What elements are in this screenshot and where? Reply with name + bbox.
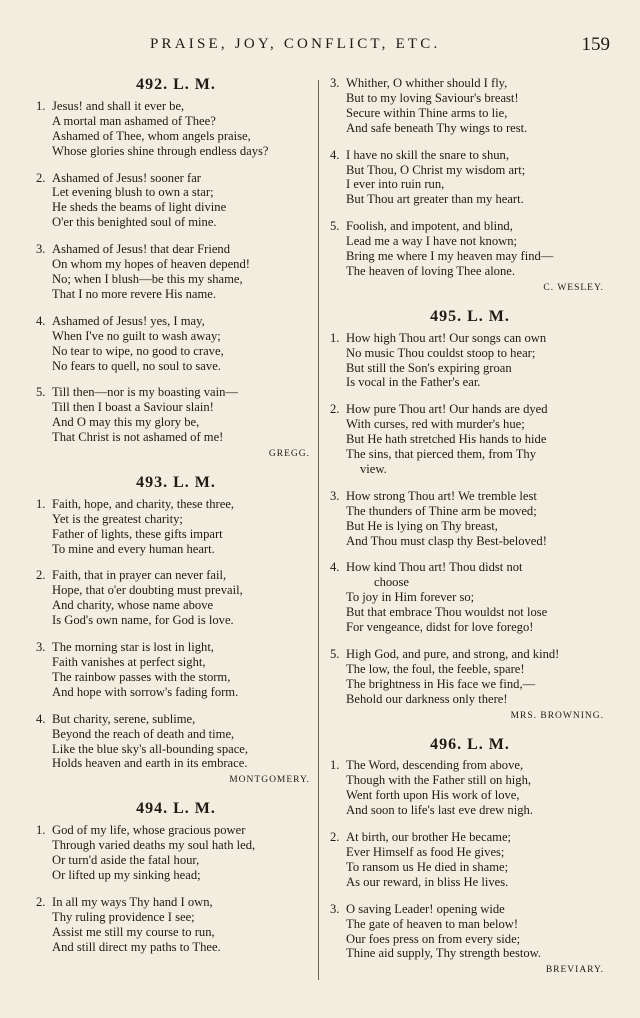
hymn-495-title: 495. L. M. (430, 307, 510, 325)
verse-line: The low, the foul, the feeble, spare! (346, 661, 525, 676)
hymn-493-author: MONTGOMERY. (229, 775, 310, 786)
hymn-496-verse-1 (330, 758, 610, 818)
hymn-494-verse-4 (330, 148, 610, 208)
verse-line: Secure within Thine arms to lie, (346, 105, 508, 120)
hymn-494-verse-3 (330, 76, 610, 136)
verse-line: The Word, descending from above, (346, 758, 524, 773)
verse-line: Behold our darkness only there! (346, 691, 508, 706)
hymn-493-verse-4 (36, 712, 316, 772)
verse-line: Till then I boast a Saviour slain! (52, 400, 214, 415)
verse-line: How strong Thou art! We tremble lest (346, 488, 537, 503)
hymn-495-verse-1 (330, 331, 610, 391)
verse-number: 5. (330, 647, 340, 661)
hymn-496-title: 496. L. M. (430, 735, 510, 753)
page-number: 159 (581, 34, 610, 55)
verse-line: At birth, our brother He became; (346, 830, 512, 845)
verse-number: 3. (330, 901, 340, 916)
hymn-493-verse-1 (36, 497, 316, 557)
hymn-495-verse-2 (330, 402, 610, 477)
verse-line: Whither, O whither should I fly, (346, 76, 508, 90)
verse-line: Till then—nor is my boasting vain— (52, 385, 238, 400)
verse-line: Our foes press on from every side; (346, 931, 521, 946)
verse-line: The thunders of Thine arm be moved; (346, 503, 537, 518)
verse-line: And still direct my paths to Thee. (52, 939, 221, 954)
verse-line: And hope with sorrow's fading form. (52, 684, 239, 699)
verse-line: And safe beneath Thy wings to rest. (346, 120, 528, 135)
verse-line: No music Thou couldst stoop to hear; (346, 345, 536, 360)
verse-line: Ashamed of Jesus! that dear Friend (52, 242, 231, 257)
hymn-495-author: MRS. BROWNING. (510, 710, 604, 721)
verse-number: 1. (330, 330, 340, 345)
verse-number: 2. (36, 170, 46, 185)
verse-number: 4. (330, 560, 340, 575)
verse-number: 5. (36, 385, 46, 400)
hymn-496-author: BREVIARY. (545, 965, 604, 976)
hymn-496-verse-3 (330, 902, 610, 962)
hymn-492-verse-1 (36, 99, 316, 159)
verse-line: And Thou must clasp thy Best-beloved! (346, 533, 547, 548)
verse-line: Or turn'd aside the fatal hour, (52, 852, 200, 867)
verse-number: 1. (36, 823, 46, 838)
verse-line: Holds heaven and earth in its embrace. (52, 756, 248, 771)
verse-line: The gate of heaven to man below! (346, 916, 519, 931)
hymn-494-title: 494. L. M. (136, 800, 216, 818)
verse-line: Ever Himself as food He gives; (346, 844, 505, 859)
left-column (36, 76, 316, 966)
verse-number: 2. (330, 402, 340, 417)
verse-number: 3. (36, 640, 46, 655)
verse-line: As our reward, in bliss He lives. (346, 874, 509, 889)
hymn-494-verse-5 (330, 219, 610, 279)
verse-line: Though with the Father still on high, (346, 773, 532, 788)
verse-line: In all my ways Thy hand I own, (52, 894, 213, 909)
verse-line: On whom my hopes of heaven depend! (52, 257, 250, 272)
hymn-494-verse-2 (36, 895, 316, 955)
verse-line: The sins, that pierced them, from Thy (346, 447, 537, 462)
verse-line: No tear to wipe, no good to crave, (52, 343, 224, 358)
verse-line: Faith, that in prayer can never fail, (52, 568, 227, 583)
verse-line: No; when I blush—be this my shame, (52, 271, 243, 286)
verse-line: To joy in Him forever so; (346, 590, 475, 605)
verse-line: Faith vanishes at perfect sight, (52, 655, 206, 669)
verse-line: Foolish, and impotent, and blind, (346, 219, 513, 234)
verse-line: But He is lying on Thy breast, (346, 518, 498, 533)
hymn-493-verse-2 (36, 568, 316, 628)
verse-line: I ever into ruin run, (346, 177, 445, 192)
verse-line: Is God's own name, for God is love. (52, 613, 234, 628)
verse-line: The morning star is lost in light, (52, 640, 214, 655)
hymn-495-verse-5 (330, 647, 610, 707)
verse-line: Hope, that o'er doubting must prevail, (52, 583, 243, 598)
verse-line: With curses, red with murder's hue; (346, 417, 525, 432)
page-header (0, 34, 640, 58)
verse-line: Or lifted up my sinking head; (52, 867, 201, 882)
verse-line: How pure Thou art! Our hands are dyed (346, 402, 548, 417)
verse-line: To ransom us He died in shame; (346, 859, 509, 874)
verse-line: Faith, hope, and charity, these three, (52, 496, 235, 511)
hymn-492-verse-4 (36, 314, 316, 374)
verse-line: The heaven of loving Thee alone. (346, 263, 516, 278)
hymn-492-verse-2 (36, 171, 316, 231)
verse-line: Beyond the reach of death and time, (52, 726, 235, 741)
verse-line: To mine and every human heart. (52, 541, 215, 556)
verse-number: 4. (36, 711, 46, 726)
verse-line: That Christ is not ashamed of me! (52, 430, 224, 445)
running-title: PRAISE, JOY, CONFLICT, ETC. (150, 36, 441, 52)
verse-line: And O may this my glory be, (52, 415, 200, 430)
hymn-492-author: GREGG. (268, 449, 310, 460)
verse-line: But to my loving Saviour's breast! (346, 90, 519, 105)
verse-line: Bring me where I my heaven may find— (346, 249, 554, 264)
hymn-494-author: C. WESLEY. (543, 282, 604, 293)
verse-line: I have no skill the snare to shun, (346, 147, 509, 162)
verse-number: 3. (330, 76, 340, 90)
verse-line: And soon to life's last eve drew nigh. (346, 803, 533, 818)
verse-line: But still the Son's expiring groan (346, 360, 512, 375)
verse-line: A mortal man ashamed of Thee? (52, 113, 216, 128)
verse-line: O saving Leader! opening wide (346, 901, 505, 916)
hymn-492-verse-3 (36, 242, 316, 302)
hymn-493-title: 493. L. M. (136, 473, 216, 491)
verse-number: 2. (36, 568, 46, 583)
right-column (330, 76, 610, 992)
verse-line: And charity, whose name above (52, 598, 214, 613)
verse-line: That I no more revere His name. (52, 286, 217, 301)
hymn-496-verse-2 (330, 830, 610, 890)
verse-line: Father of lights, these gifts impart (52, 526, 223, 541)
verse-line: Ashamed of Jesus! yes, I may, (52, 313, 205, 328)
verse-line: Like the blue sky's all-bounding space, (52, 741, 249, 756)
verse-line: But He hath stretched His hands to hide (346, 432, 547, 447)
verse-number: 5. (330, 219, 340, 234)
verse-line: Through varied deaths my soul hath led, (52, 838, 256, 853)
hymn-494-verse-1 (36, 823, 316, 883)
verse-line: Went forth upon His work of love, (346, 788, 520, 803)
verse-line: For vengeance, didst for love forego! (346, 620, 534, 635)
verse-line: How kind Thou art! Thou didst not (346, 560, 523, 575)
verse-number: 3. (36, 242, 46, 257)
verse-number: 3. (330, 488, 340, 503)
verse-line: Thy ruling providence I see; (52, 909, 195, 924)
verse-line: The brightness in His face we find,— (346, 676, 536, 691)
verse-line: But Thou, O Christ my wisdom art; (346, 162, 526, 177)
verse-line: But Thou art greater than my heart. (346, 192, 524, 207)
verse-line: He sheds the beams of light divine (52, 200, 227, 215)
verse-number: 2. (36, 894, 46, 909)
verse-line: choose (374, 575, 409, 590)
hymn-492-title: 492. L. M. (136, 76, 216, 93)
verse-line: But charity, serene, sublime, (52, 711, 196, 726)
hymn-495-verse-4 (330, 560, 610, 635)
verse-line: Is vocal in the Father's ear. (346, 375, 481, 390)
verse-line: High God, and pure, and strong, and kind! (346, 647, 560, 661)
verse-number: 4. (330, 147, 340, 162)
verse-line: The rainbow passes with the storm, (52, 669, 231, 684)
hymn-492-verse-5 (36, 385, 316, 445)
verse-number: 4. (36, 313, 46, 328)
verse-line: Jesus! and shall it ever be, (52, 98, 185, 113)
verse-line: How high Thou art! Our songs can own (346, 330, 547, 345)
verse-line: Whose glories shine through endless days? (52, 143, 269, 158)
column-divider (318, 80, 319, 980)
verse-line: Yet is the greatest charity; (52, 511, 183, 526)
verse-line: Lead me a way I have not known; (346, 234, 518, 249)
verse-line: Ashamed of Jesus! sooner far (52, 170, 201, 185)
verse-line: Thine aid supply, Thy strength bestow. (346, 946, 542, 961)
verse-line: Assist me still my course to run, (52, 924, 215, 939)
verse-line: When I've no guilt to wash away; (52, 328, 221, 343)
hymn-493-verse-3 (36, 640, 316, 700)
verse-line: God of my life, whose gracious power (52, 823, 246, 838)
verse-number: 1. (36, 98, 46, 113)
verse-line: Ashamed of Thee, whom angels praise, (52, 128, 251, 143)
verse-line: Let evening blush to own a star; (52, 185, 214, 200)
verse-line: But that embrace Thou wouldst not lose (346, 605, 548, 620)
verse-line: O'er this benighted soul of mine. (52, 215, 217, 230)
verse-number: 1. (36, 496, 46, 511)
verse-number: 1. (330, 758, 340, 773)
verse-number: 2. (330, 830, 340, 845)
verse-line: view. (360, 461, 387, 476)
hymn-495-verse-3 (330, 489, 610, 549)
verse-line: No fears to quell, no soul to save. (52, 358, 221, 373)
